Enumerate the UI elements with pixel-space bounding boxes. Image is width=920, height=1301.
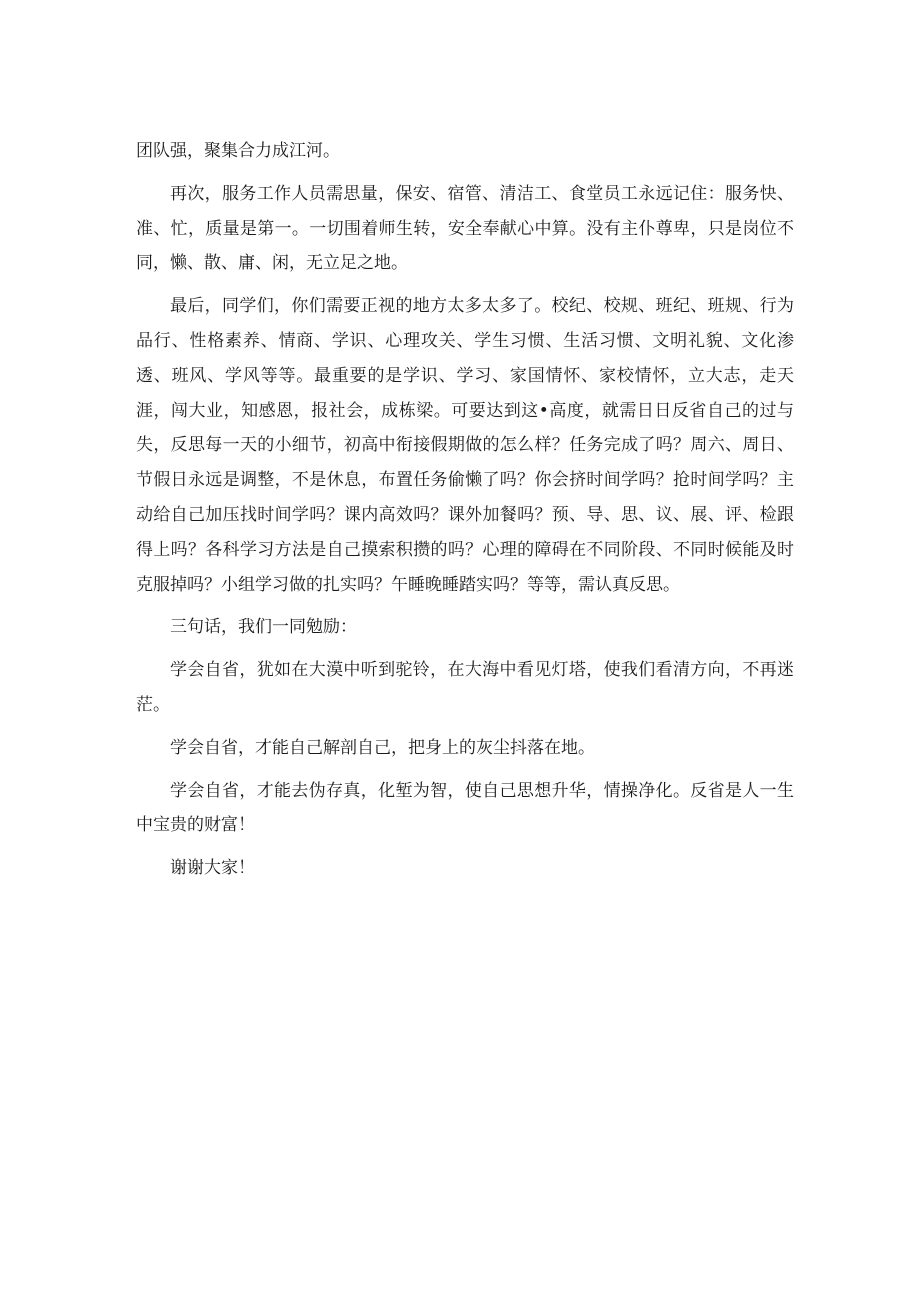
paragraph-self-reflection-2: 学会自省，才能自己解剖自己，把身上的灰尘抖落在地。 [170,737,595,758]
paragraph-service-staff: 再次，服务工作人员需思量，保安、宿管、清洁工、食堂员工永远记住：服务快、准、忙，质量是第一。一切围着师生转，安全奉献心中算。没有主仆尊卑，只是岗位不同，懒、散、庸、闲，无立足之地。 [136,183,794,274]
paragraph-self-reflection-1: 学会自省，犹如在大漠中听到驼铃，在大海中看见灯塔，使我们看清方向，不再迷茫。 [136,660,794,715]
paragraph-self-reflection-3: 学会自省，才能去伪存真，化堑为智，使自己思想升华，情操净化。反省是人一生中宝贵的财富！ [136,780,794,836]
paragraph-thanks: 谢谢大家！ [170,858,255,879]
document-body [136,134,794,894]
paragraph-students: 最后，同学们，你们需要正视的地方太多太多了。校纪、校规、班纪、班规、行为品行、性格素养、情商、学识、心理攻关、学生习惯、生活习惯、文明礼貌、文化渗透、班风、学风等等。最重要的是学识、学习、家国情怀、家校情怀，立大志，走天涯，闯大业，知感恩，报社会，成栋梁。可要达到这•高度，就需日日反省自己的过与失，反思每一天的小细节，初高中衔接假期做的怎么样？任务完成了吗？周六、周日、节假日永远是调整，不是休息，布置任务偷懒了吗？你会挤时间学吗？抢时间学吗？主动给自己加压找时间学吗？课内高效吗？课外加餐吗？预、导、思、议、展、评、检跟得上吗？各科学习方法是自己摸索积攒的吗？心理的障碍在不同阶段、不同时候能及时克服掉吗？小组学习做的扎实吗？午睡晚睡踏实吗？等等，需认真反思。 [136,296,794,595]
paragraph-three-sentences: 三句话，我们一同勉励： [170,617,357,638]
paragraph-continuation: 团队强，聚集合力成江河。 [136,141,340,161]
